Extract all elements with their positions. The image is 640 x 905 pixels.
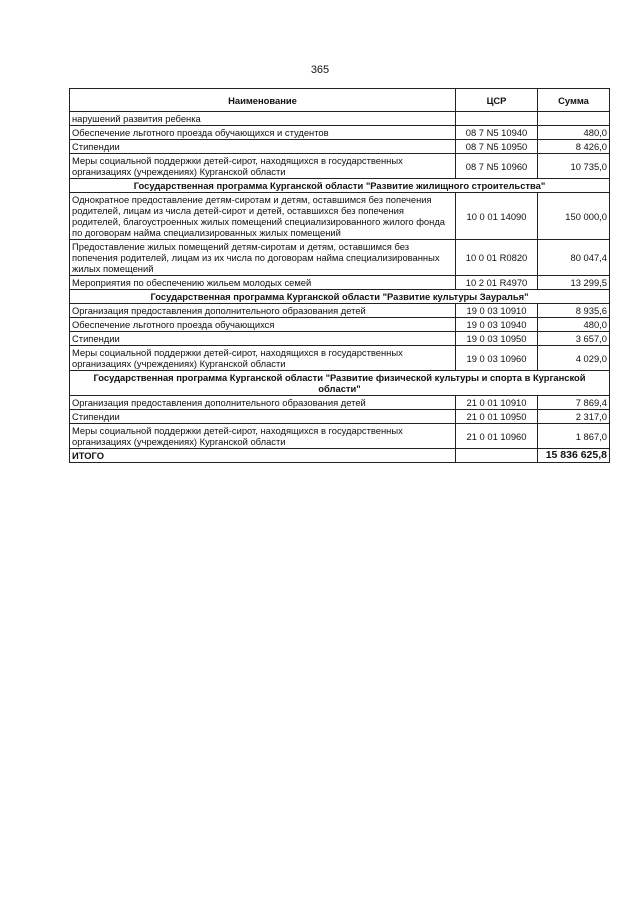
header-code: ЦСР bbox=[456, 89, 538, 112]
row-amount: 480,0 bbox=[538, 318, 610, 332]
row-code: 19 0 03 10940 bbox=[456, 318, 538, 332]
row-name: Обеспечение льготного проезда обучающихся bbox=[70, 318, 456, 332]
header-name: Наименование bbox=[70, 89, 456, 112]
page-number: 365 bbox=[310, 64, 330, 76]
row-amount: 8 426,0 bbox=[538, 140, 610, 154]
row-code: 08 7 N5 10950 bbox=[456, 140, 538, 154]
header-amount: Сумма bbox=[538, 89, 610, 112]
section-row bbox=[70, 179, 610, 193]
row-code: 21 0 01 10960 bbox=[456, 424, 538, 449]
total-amount: 15 836 625,8 bbox=[538, 449, 610, 463]
row-amount: 10 735,0 bbox=[538, 154, 610, 179]
budget-table bbox=[69, 88, 610, 463]
row-amount: 2 317,0 bbox=[538, 410, 610, 424]
row-name: Однократное предоставление детям-сиротам и детям, оставшимся без попечения родителей, лицам из числа детей-сирот и детей, оставшихся без попечения родителей, благоустроенных жилых помещений специализированного жилого фонда по договорам найма специализированных жилых помещений bbox=[70, 193, 456, 240]
table-row bbox=[70, 410, 610, 424]
row-name: Меры социальной поддержки детей-сирот, находящихся в государственных организациях (учреждениях) Курганской области bbox=[70, 424, 456, 449]
row-amount: 7 869,4 bbox=[538, 396, 610, 410]
section-row bbox=[70, 290, 610, 304]
row-amount: 480,0 bbox=[538, 126, 610, 140]
table-row bbox=[70, 154, 610, 179]
row-amount: 80 047,4 bbox=[538, 240, 610, 276]
row-amount: 8 935,6 bbox=[538, 304, 610, 318]
row-name: Меры социальной поддержки детей-сирот, находящихся в государственных организациях (учреждениях) Курганской области bbox=[70, 346, 456, 371]
table-body bbox=[70, 112, 610, 463]
row-name: Организация предоставления дополнительного образования детей bbox=[70, 396, 456, 410]
row-name: Меры социальной поддержки детей-сирот, находящихся в государственных организациях (учреждениях) Курганской области bbox=[70, 154, 456, 179]
row-name: Обеспечение льготного проезда обучающихся и студентов bbox=[70, 126, 456, 140]
row-name: Стипендии bbox=[70, 410, 456, 424]
row-name: нарушений развития ребенка bbox=[70, 112, 456, 126]
row-amount: 4 029,0 bbox=[538, 346, 610, 371]
section-title: Государственная программа Курганской области "Развитие физической культуры и спорта в Курганской области" bbox=[70, 371, 610, 396]
table-row bbox=[70, 318, 610, 332]
section-row bbox=[70, 371, 610, 396]
row-amount: 1 867,0 bbox=[538, 424, 610, 449]
row-amount: 13 299,5 bbox=[538, 276, 610, 290]
row-amount bbox=[538, 112, 610, 126]
row-code: 08 7 N5 10940 bbox=[456, 126, 538, 140]
table-row bbox=[70, 332, 610, 346]
row-name: Организация предоставления дополнительного образования детей bbox=[70, 304, 456, 318]
table-row bbox=[70, 304, 610, 318]
table-row bbox=[70, 346, 610, 371]
row-name: Мероприятия по обеспечению жильем молодых семей bbox=[70, 276, 456, 290]
table-row bbox=[70, 126, 610, 140]
row-code: 21 0 01 10950 bbox=[456, 410, 538, 424]
row-name: Стипендии bbox=[70, 140, 456, 154]
row-code bbox=[456, 112, 538, 126]
table-row bbox=[70, 276, 610, 290]
table-row bbox=[70, 424, 610, 449]
table-row bbox=[70, 140, 610, 154]
row-amount: 3 657,0 bbox=[538, 332, 610, 346]
row-code: 10 0 01 R0820 bbox=[456, 240, 538, 276]
row-code: 10 2 01 R4970 bbox=[456, 276, 538, 290]
row-code: 19 0 03 10910 bbox=[456, 304, 538, 318]
row-code: 19 0 03 10960 bbox=[456, 346, 538, 371]
total-label: ИТОГО bbox=[70, 449, 456, 463]
row-code: 19 0 03 10950 bbox=[456, 332, 538, 346]
row-code: 08 7 N5 10960 bbox=[456, 154, 538, 179]
total-row bbox=[70, 449, 610, 463]
table-row bbox=[70, 240, 610, 276]
section-title: Государственная программа Курганской области "Развитие жилищного строительства" bbox=[70, 179, 610, 193]
row-name: Предоставление жилых помещений детям-сиротам и детям, оставшимся без попечения родителей, лицам из их числа по договорам найма специализированных жилых помещений bbox=[70, 240, 456, 276]
table-row bbox=[70, 112, 610, 126]
table-row bbox=[70, 396, 610, 410]
row-name: Стипендии bbox=[70, 332, 456, 346]
section-title: Государственная программа Курганской области "Развитие культуры Зауралья" bbox=[70, 290, 610, 304]
table-header bbox=[70, 89, 610, 112]
row-code: 10 0 01 14090 bbox=[456, 193, 538, 240]
table-row bbox=[70, 193, 610, 240]
total-code bbox=[456, 449, 538, 463]
row-code: 21 0 01 10910 bbox=[456, 396, 538, 410]
row-amount: 150 000,0 bbox=[538, 193, 610, 240]
